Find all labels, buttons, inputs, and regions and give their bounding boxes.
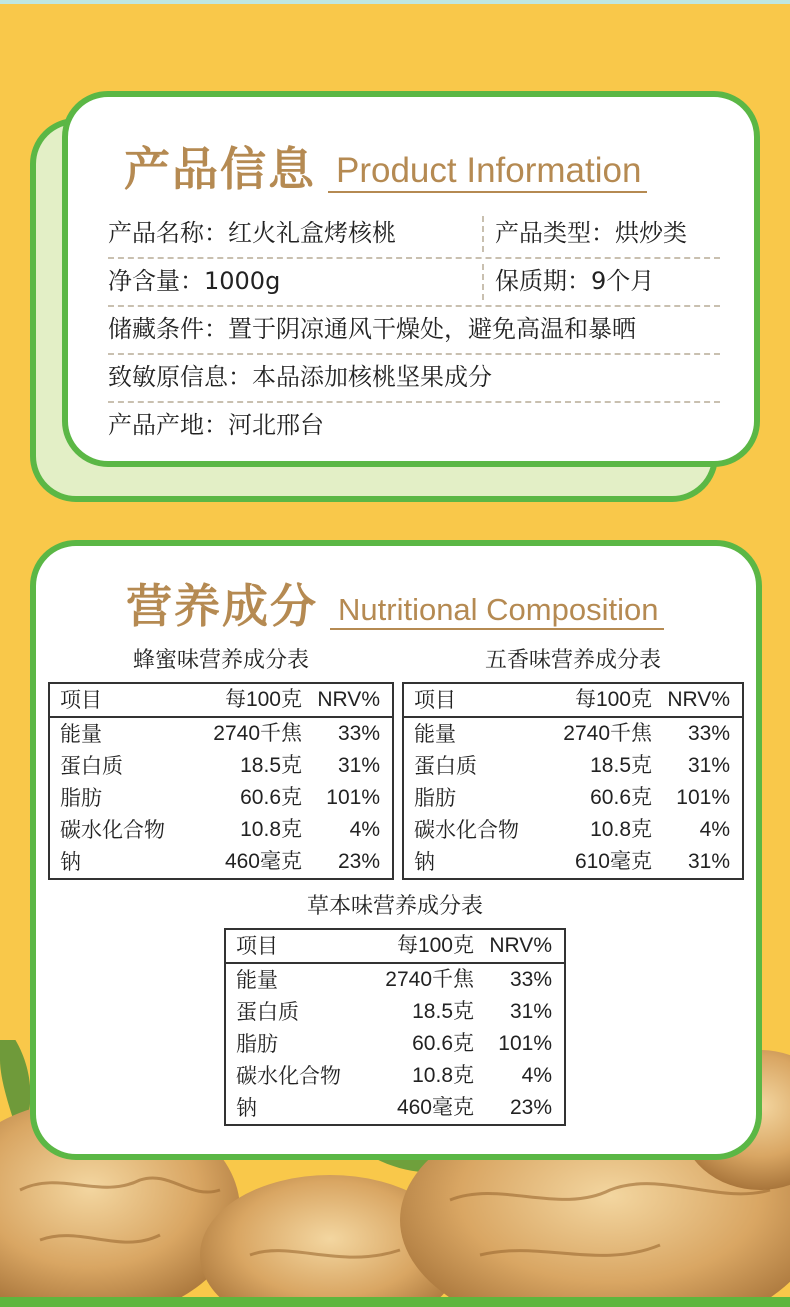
product-info-title-cn: 产品信息 <box>124 142 316 196</box>
product-info-card <box>62 91 760 467</box>
table-row <box>404 750 742 782</box>
header-nrv: NRV% <box>667 688 730 711</box>
cell-item: 脂肪 <box>60 786 102 810</box>
shelf-life: 保质期：9个月 <box>495 267 655 295</box>
nutrition-title-en: Nutritional Composition <box>330 592 664 630</box>
header-item: 项目 <box>414 688 456 712</box>
table-header-row <box>50 684 392 718</box>
cell-item: 能量 <box>414 722 456 746</box>
nutrition-heading <box>126 570 664 636</box>
storage-conditions: 储藏条件：置于阴凉通风干燥处，避免高温和暴晒 <box>108 315 636 343</box>
cell-amount: 2740千焦 <box>385 968 474 991</box>
table-row <box>226 964 564 996</box>
header-nrv: NRV% <box>317 688 380 711</box>
nutrition-table-five-spice <box>402 646 744 882</box>
cell-nrv: 33% <box>337 722 380 745</box>
nutrition-table-honey <box>48 646 394 882</box>
table-row <box>50 814 392 846</box>
cell-item: 能量 <box>60 722 102 746</box>
cell-amount: 60.6克 <box>240 786 302 809</box>
cell-nrv: 101% <box>326 786 380 809</box>
table-row <box>226 1060 564 1092</box>
cell-amount: 460毫克 <box>396 1096 474 1119</box>
cell-nrv: 4% <box>349 818 380 841</box>
place-of-origin: 产品产地：河北邢台 <box>108 411 324 439</box>
info-row-weight-shelf <box>108 258 720 307</box>
table-row <box>50 846 392 878</box>
table-caption: 蜂蜜味营养成分表 <box>132 648 309 673</box>
cell-item: 脂肪 <box>236 1032 278 1056</box>
cell-item: 脂肪 <box>414 786 456 810</box>
cell-nrv: 33% <box>687 722 730 745</box>
cell-item: 能量 <box>236 968 278 992</box>
table-row <box>404 718 742 750</box>
product-name: 产品名称：红火礼盒烤核桃 <box>108 219 396 247</box>
cell-amount: 10.8克 <box>412 1064 474 1087</box>
cell-item: 钠 <box>236 1096 257 1120</box>
table-box <box>48 682 394 880</box>
cell-amount: 10.8克 <box>590 818 652 841</box>
cell-nrv: 31% <box>687 850 730 873</box>
table-row <box>50 718 392 750</box>
table-row <box>404 782 742 814</box>
cell-amount: 10.8克 <box>240 818 302 841</box>
info-row-storage <box>108 306 720 355</box>
cell-nrv: 31% <box>509 1000 552 1023</box>
cell-amount: 460毫克 <box>224 850 302 873</box>
info-row-origin <box>108 402 720 449</box>
cell-nrv: 4% <box>699 818 730 841</box>
cell-nrv: 101% <box>498 1032 552 1055</box>
table-header-row <box>404 684 742 718</box>
cell-amount: 2740千焦 <box>563 722 652 745</box>
header-per100g: 每100克 <box>574 688 652 711</box>
cell-item: 碳水化合物 <box>236 1064 341 1088</box>
table-box <box>224 928 566 1126</box>
cell-item: 钠 <box>60 850 81 874</box>
column-divider <box>482 216 484 252</box>
product-info-title-en: Product Information <box>328 151 647 193</box>
table-row <box>226 1028 564 1060</box>
header-item: 项目 <box>60 688 102 712</box>
table-row <box>50 782 392 814</box>
nutrition-card <box>30 540 762 1160</box>
cell-nrv: 4% <box>521 1064 552 1087</box>
info-row-allergen <box>108 354 720 403</box>
cell-nrv: 31% <box>337 754 380 777</box>
nutrition-table-herbal <box>224 892 566 1128</box>
column-divider <box>482 264 484 300</box>
cell-item: 蛋白质 <box>60 754 123 778</box>
cell-item: 蛋白质 <box>414 754 477 778</box>
top-strip <box>0 0 790 4</box>
table-caption: 五香味营养成分表 <box>484 648 661 673</box>
table-row <box>226 1092 564 1124</box>
cell-nrv: 23% <box>337 850 380 873</box>
table-row <box>404 814 742 846</box>
allergen-info: 致敏原信息：本品添加核桃坚果成分 <box>108 363 492 391</box>
cell-nrv: 23% <box>509 1096 552 1119</box>
cell-item: 蛋白质 <box>236 1000 299 1024</box>
header-per100g: 每100克 <box>224 688 302 711</box>
cell-amount: 2740千焦 <box>213 722 302 745</box>
header-item: 项目 <box>236 934 278 958</box>
header-per100g: 每100克 <box>396 934 474 957</box>
table-header-row <box>226 930 564 964</box>
cell-amount: 60.6克 <box>412 1032 474 1055</box>
product-type: 产品类型：烘炒类 <box>495 219 687 247</box>
cell-amount: 18.5克 <box>240 754 302 777</box>
cell-item: 碳水化合物 <box>414 818 519 842</box>
cell-nrv: 31% <box>687 754 730 777</box>
product-info-heading <box>124 133 647 199</box>
cell-amount: 18.5克 <box>412 1000 474 1023</box>
info-row-name-type <box>108 210 720 259</box>
bottom-strip <box>0 1297 790 1307</box>
cell-amount: 60.6克 <box>590 786 652 809</box>
table-row <box>404 846 742 878</box>
cell-amount: 610毫克 <box>574 850 652 873</box>
cell-item: 钠 <box>414 850 435 874</box>
table-box <box>402 682 744 880</box>
header-nrv: NRV% <box>489 934 552 957</box>
cell-amount: 18.5克 <box>590 754 652 777</box>
nutrition-title-cn: 营养成分 <box>126 579 318 633</box>
table-row <box>50 750 392 782</box>
cell-item: 碳水化合物 <box>60 818 165 842</box>
cell-nrv: 101% <box>676 786 730 809</box>
table-row <box>226 996 564 1028</box>
table-caption: 草本味营养成分表 <box>306 894 483 919</box>
net-weight: 净含量：1000g <box>108 267 281 295</box>
cell-nrv: 33% <box>509 968 552 991</box>
